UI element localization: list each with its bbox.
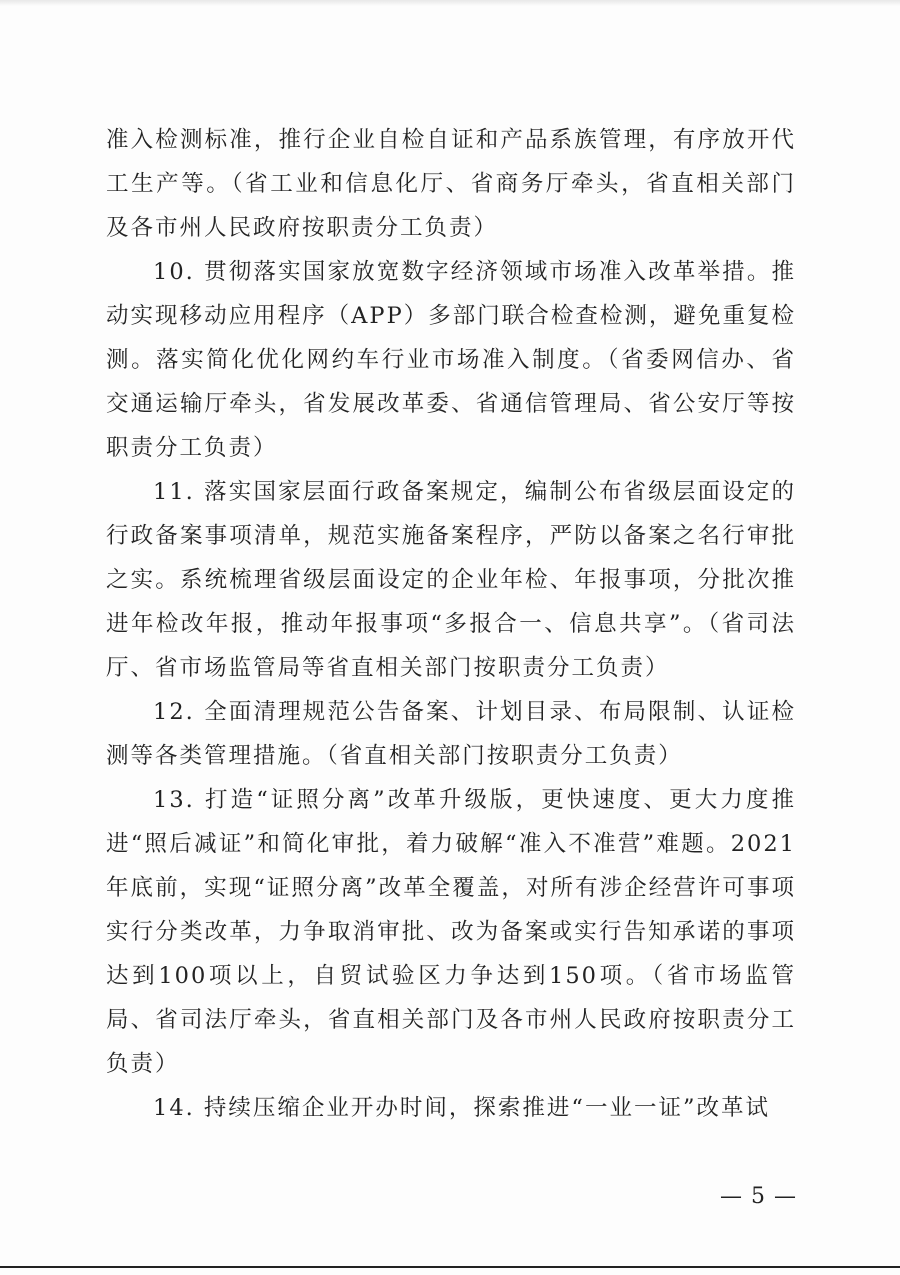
page-number: — 5 — [720, 1184, 797, 1209]
paragraph-item-13: 13. 打造“证照分离”改革升级版，更快速度、更大力度推进“照后减证”和简化审批，着力破解“准入不准营”难题。2021年底前，实现“证照分离”改革全覆盖，对所有涉企经营许可事项实行分类改革，力争取消审批、改为备案或实行告知承诺的事项达到100项以上，自贸试验区力争达到150项。（省市场监管局、省司法厅牵头，省直相关部门及各市州人民政府按职责分工负责） [106, 787, 796, 1077]
paragraph-item-14: 14. 持续压缩企业开办时间，探索推进“一业一证”改革试 [153, 1095, 770, 1121]
paragraph-item-10: 10. 贯彻落实国家放宽数字经济领域市场准入改革举措。推动实现移动应用程序（APP）多部门联合检查检测，避免重复检测。落实简化优化网约车行业市场准入制度。（省委网信办、省交通运输厅牵头，省发展改革委、省通信管理局、省公安厅等按职责分工负责） [106, 259, 796, 461]
page-top-edge [0, 0, 900, 6]
document-body [106, 118, 796, 1130]
page-bottom-edge [0, 1266, 900, 1268]
paragraph-item-12: 12. 全面清理规范公告备案、计划目录、布局限制、认证检测等各类管理措施。（省直相关部门按职责分工负责） [106, 699, 796, 769]
paragraph-item-11: 11. 落实国家层面行政备案规定，编制公布省级层面设定的行政备案事项清单，规范实施备案程序，严防以备案之名行审批之实。系统梳理省级层面设定的企业年检、年报事项，分批次推进年检改年报，推动年报事项“多报合一、信息共享”。（省司法厅、省市场监管局等省直相关部门按职责分工负责） [106, 479, 796, 681]
paragraph-continuation: 准入检测标准，推行企业自检自证和产品系族管理，有序放开代工生产等。（省工业和信息化厅、省商务厅牵头，省直相关部门及各市州人民政府按职责分工负责） [106, 127, 796, 241]
